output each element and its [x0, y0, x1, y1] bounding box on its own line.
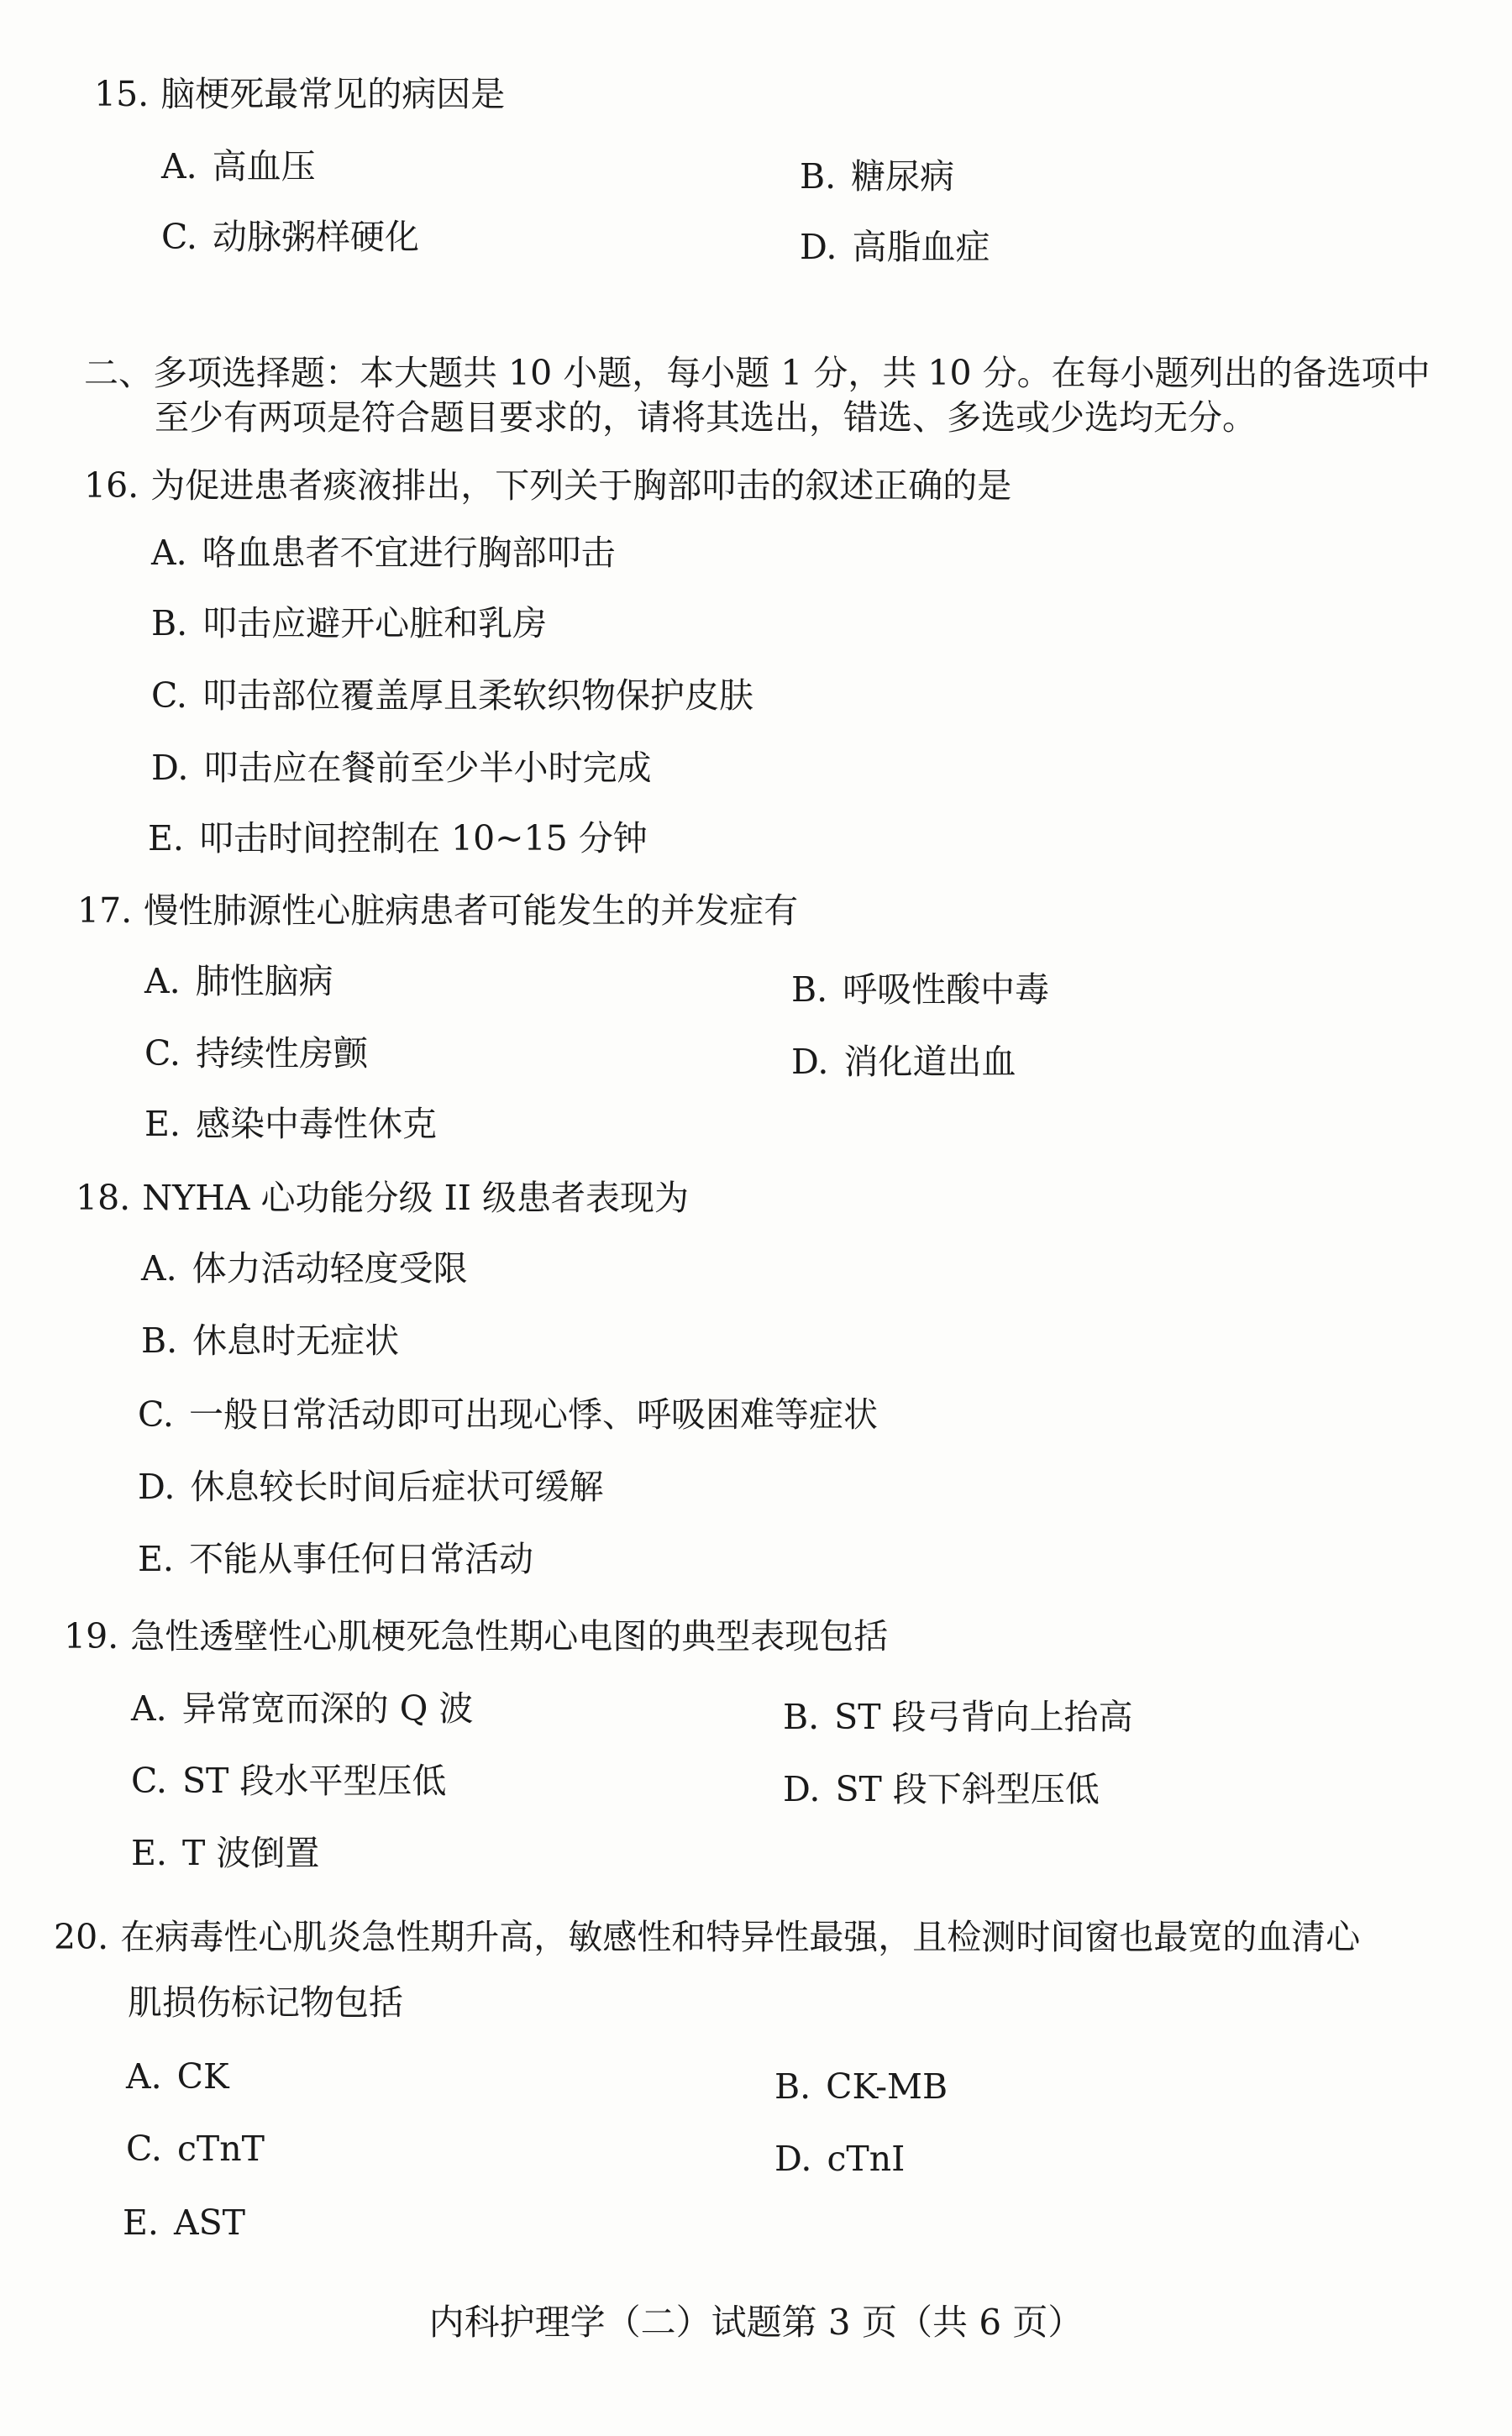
page-footer: 内科护理学（二）试题第 3 页（共 6 页） [428, 2302, 1084, 2343]
question-15-stem [94, 72, 505, 117]
option-20-a: A. CK [126, 2056, 229, 2097]
option-17-a: A. 肺性脑病 [144, 961, 333, 1001]
question-20-stem-line-1: 20. 在病毒性心肌炎急性期升高，敏感性和特异性最强，且检测时间窗也最宽的血清心 [54, 1917, 1361, 1957]
option-17-d: D. 消化道出血 [791, 1042, 1016, 1082]
section-line-2: 至少有两项是符合题目要求的，请将其选出，错选、多选或少选均无分。 [155, 397, 1257, 438]
option-17-b: B. 呼吸性酸中毒 [791, 969, 1050, 1010]
option-16-c: C. 叩击部位覆盖厚且柔软织物保护皮肤 [151, 675, 753, 716]
section-header [84, 351, 1462, 441]
option-18-d: D. 休息较长时间后症状可缓解 [138, 1467, 604, 1507]
option-16-a: A. 咯血患者不宜进行胸部叩击 [151, 533, 616, 573]
option-15-a: A. 高血压 [161, 146, 316, 186]
option-19-b: B. ST 段弓背向上抬高 [783, 1697, 1133, 1737]
option-18-a: A. 体力活动轻度受限 [141, 1248, 468, 1289]
option-16-d: D. 叩击应在餐前至少半小时完成 [151, 748, 652, 788]
question-20-stem-line-2: 肌损伤标记物包括 [128, 1982, 403, 2023]
option-18-e: E. 不能从事任何日常活动 [138, 1539, 533, 1579]
question-16-stem: 16. 为促进患者痰液排出，下列关于胸部叩击的叙述正确的是 [84, 465, 1012, 506]
option-19-e: E. T 波倒置 [131, 1833, 320, 1873]
option-18-b: B. 休息时无症状 [141, 1320, 400, 1361]
option-18-c: C. 一般日常活动即可出现心悸、呼吸困难等症状 [138, 1394, 878, 1435]
option-19-d: D. ST 段下斜型压低 [783, 1769, 1100, 1809]
option-17-c: C. 持续性房颤 [144, 1033, 368, 1074]
question-number: 15. [94, 74, 150, 114]
question-19-stem: 19. 急性透壁性心肌梗死急性期心电图的典型表现包括 [64, 1616, 889, 1656]
option-15-c: C. 动脉粥样硬化 [161, 217, 419, 257]
option-20-b: B. CK-MB [774, 2066, 948, 2107]
option-16-b: B. 叩击应避开心脏和乳房 [151, 603, 548, 643]
option-20-c: C. cTnT [126, 2129, 265, 2169]
option-15-b: B. 糖尿病 [800, 156, 955, 197]
option-20-e: E. AST [123, 2202, 246, 2243]
option-15-d: D. 高脂血症 [800, 227, 990, 267]
section-line-1: 二、多项选择题：本大题共 10 小题，每小题 1 分，共 10 分。在每小题列出的备选项中 [84, 353, 1431, 393]
option-16-e: E. 叩击时间控制在 10~15 分钟 [148, 818, 648, 858]
option-17-e: E. 感染中毒性休克 [144, 1104, 437, 1144]
option-19-c: C. ST 段水平型压低 [131, 1761, 447, 1801]
question-text: 脑梗死最常见的病因是 [160, 74, 506, 114]
question-17-stem: 17. 慢性肺源性心脏病患者可能发生的并发症有 [77, 890, 799, 931]
question-18-stem: 18. NYHA 心功能分级 II 级患者表现为 [76, 1178, 690, 1218]
option-19-a: A. 异常宽而深的 Q 波 [131, 1688, 474, 1729]
option-20-d: D. cTnI [774, 2139, 906, 2179]
